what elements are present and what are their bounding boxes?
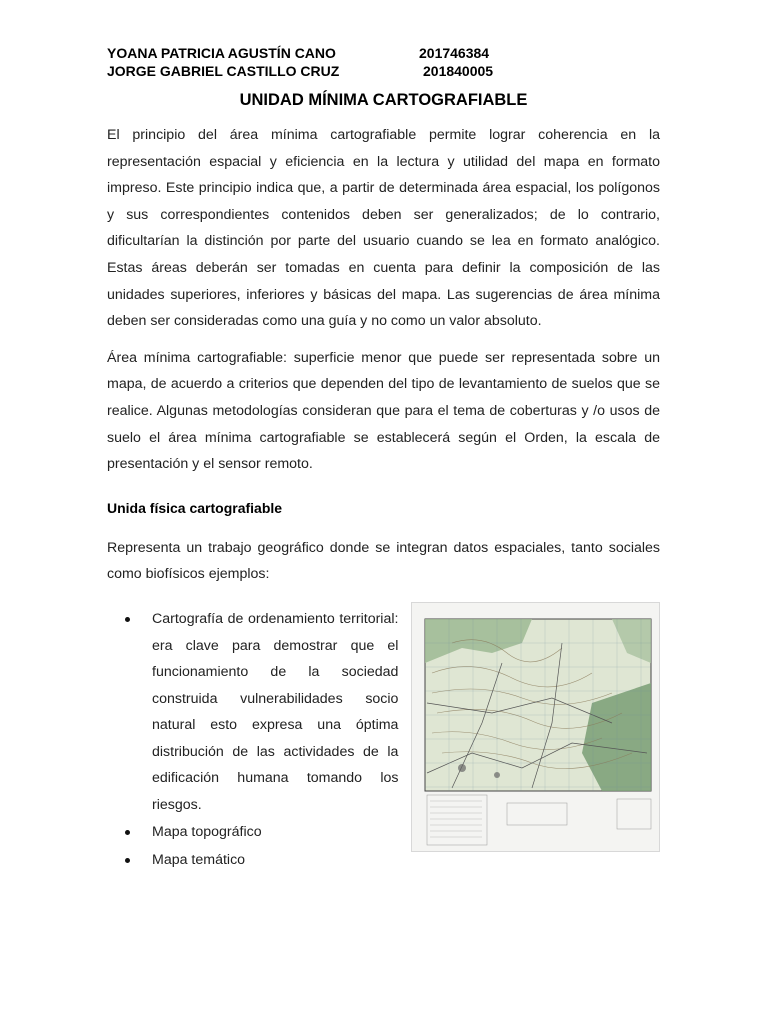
author-id: 201840005 <box>423 63 494 79</box>
bullet-icon <box>125 858 130 863</box>
author-name: YOANA PATRICIA AGUSTÍN CANO <box>107 45 336 61</box>
author-name: JORGE GABRIEL CASTILLO CRUZ <box>107 63 340 79</box>
map-graphic <box>412 603 659 851</box>
list-item-text: Mapa temático <box>152 852 246 869</box>
author-block <box>107 44 660 80</box>
list-item-text: Mapa topográfico <box>152 823 262 840</box>
paragraph: El principio del área mínima cartografiable permite lograr coherencia en la representación espacial y eficiencia en la lectura y utilidad del mapa en formato impreso. Este principio indica que, a partir de determinada área espacial, los polígonos y sus correspondientes contenidos deben ser generalizados; de lo contrario, dificultarían la distinción por parte del usuario cuando se lea en formato analógico. Estas áreas deberán ser tomadas en cuenta para definir la composición de las unidades superiores, inferiores y básicas del mapa. Las sugerencias de área mínima deben ser consideradas como una guía y no como un valor absoluto. <box>107 127 660 330</box>
bullet-icon <box>125 830 130 835</box>
list-item-text: Cartografía de ordenamiento territorial: era clave para demostrar que el funcionamiento de la sociedad construida vulnerabilidades socio natural esto expresa una óptima distribución de las actividades de la edificación humana tomando los riesgos. <box>152 610 399 814</box>
list-item <box>107 847 398 874</box>
document-page <box>107 44 660 874</box>
author-row <box>107 62 660 80</box>
document-title: UNIDAD MÍNIMA CARTOGRAFIABLE <box>239 91 528 109</box>
section-heading: Unida física cartografiable <box>107 499 283 516</box>
bullet-list <box>107 606 398 874</box>
bullet-icon <box>125 617 130 622</box>
paragraph: Representa un trabajo geográfico donde se integran datos espaciales, tanto sociales como biofísicos ejemplos: <box>107 539 660 583</box>
list-item <box>107 819 398 846</box>
author-id: 201746384 <box>419 45 490 61</box>
list-item <box>107 606 398 819</box>
paragraph: Área mínima cartografiable: superficie menor que puede ser representada sobre un mapa, de acuerdo a criterios que dependen del tipo de levantamiento de suelos que se realice. Algunas metodologías consideran que para el tema de coberturas y /o usos de suelo el área mínima cartografiable se establecerá según el Orden, la escala de presentación y el sensor remoto. <box>107 349 660 473</box>
topographic-map-image <box>411 602 660 852</box>
bullets-and-map <box>107 606 660 874</box>
author-row <box>107 44 660 62</box>
